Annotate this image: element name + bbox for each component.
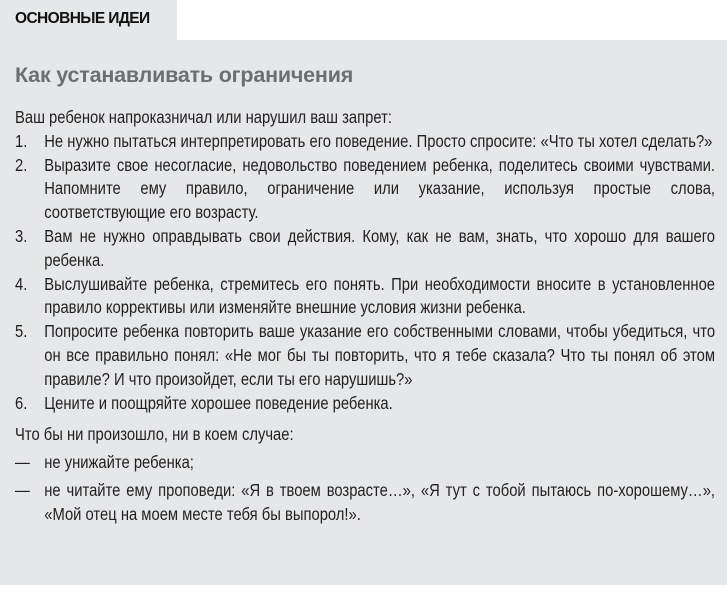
- dash-bullet: —: [15, 452, 30, 473]
- dont-text: не читайте ему проповеди: «Я в твоем возрасте…», «Я тут с тобой пытаюсь по-хорошему…», «Мой отец на моем месте тебя бы выпорол!».: [44, 479, 716, 524]
- list-item: [15, 225, 715, 273]
- step-number: 1.: [15, 130, 28, 151]
- step-text: Попросите ребенка повторить ваше указание его собственными словами, чтобы убедиться, что он все правильно понял: «Не мог бы ты повторить, что я тебе сказала? Что ты понял об этом правиле? И что произойдет, если ты его нарушишь?»: [44, 321, 716, 389]
- step-text: Выразите свое несогласие, недовольство поведением ребенка, поделитесь своими чувствами. Напомните ему правило, ограничение или указание, используя простые слова, соответствующие его возрасту.: [44, 154, 716, 223]
- list-item: [15, 392, 715, 416]
- outro-text: Что бы ни произошло, ни в коем случае:: [15, 424, 294, 445]
- step-text: Вам не нужно оправдывать свои действия. Кому, как не вам, знать, что хорошо для вашего ребенка.: [44, 225, 716, 270]
- step-text: Цените и поощряйте хорошее поведение ребенка.: [44, 392, 393, 413]
- step-number: 4.: [15, 273, 28, 294]
- donts-list: [15, 451, 715, 526]
- dont-text: не унижайте ребенка;: [44, 452, 194, 473]
- step-number: 5.: [15, 321, 28, 342]
- step-text: Не нужно пытаться интерпретировать его поведение. Просто спросите: «Что ты хотел сделать?»: [44, 130, 713, 151]
- step-text: Выслушивайте ребенка, стремитесь его понять. При необходимости вносите в установленное правило коррективы или изменяйте внешние условия жизни ребенка.: [44, 273, 716, 318]
- key-ideas-panel: [0, 40, 727, 585]
- section-tab: [0, 0, 177, 40]
- list-item: [15, 273, 715, 321]
- list-item: [15, 479, 715, 527]
- intro-text: Ваш ребенок напроказничал или нарушил ваш запрет:: [15, 107, 392, 127]
- step-number: 2.: [15, 154, 28, 175]
- list-item: [15, 320, 715, 391]
- section-title: Как устанавливать ограничения: [15, 63, 354, 87]
- list-item: [15, 154, 715, 225]
- section-content: [15, 106, 716, 527]
- step-number: 3.: [15, 225, 28, 246]
- list-item: [15, 451, 715, 475]
- dash-bullet: —: [15, 479, 30, 500]
- steps-list: [15, 130, 715, 416]
- tab-label: ОСНОВНЫЕ ИДЕИ: [15, 10, 150, 27]
- step-number: 6.: [15, 392, 28, 413]
- list-item: [15, 130, 715, 154]
